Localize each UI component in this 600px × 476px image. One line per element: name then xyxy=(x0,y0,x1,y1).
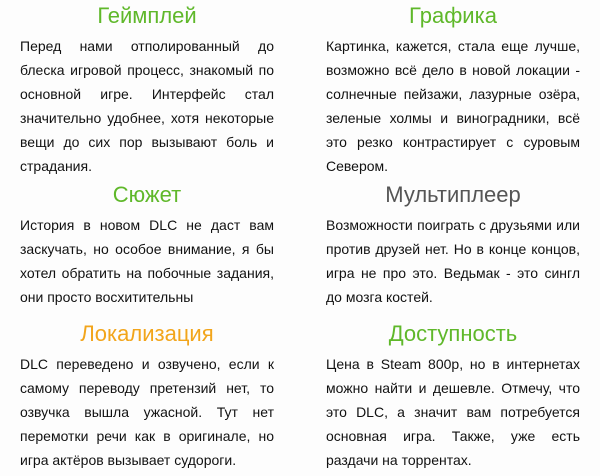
story-section xyxy=(20,181,274,309)
multiplayer-heading: Мультиплеер xyxy=(385,182,521,207)
localization-heading: Локализация xyxy=(80,321,214,346)
story-heading: Сюжет xyxy=(112,182,182,207)
graphics-text: Картинка, кажется, стала еще лучше, возможно всё дело в новой локации - солнечные пейзажи, лазурные озёра, зеленые холмы и виноградники, всё это резко контрастирует с суровым Севером. xyxy=(326,38,580,174)
multiplayer-text: Возможности поиграть с друзьями или против друзей нет. Но в конце концов, игра не про это. Ведьмак - это сингл до мозга костей. xyxy=(326,217,580,305)
multiplayer-section xyxy=(326,181,580,309)
localization-section xyxy=(20,320,274,472)
gameplay-section xyxy=(20,2,274,178)
availability-text: Цена в Steam 800р, но в интернетах можно найти и дешевле. Отмечу, что это DLC, а значит вам потребуется основная игра. Также, уже есть раздачи на торрентах. xyxy=(326,356,580,468)
gameplay-text: Перед нами отполированный до блеска игровой процесс, знакомый по основной игре. Интерфейс стал значительно удобнее, хотя некоторые вещи до сих пор вызывают боль и страдания. xyxy=(20,38,274,174)
gameplay-heading: Геймплей xyxy=(97,3,197,28)
localization-text: DLC переведено и озвучено, если к самому переводу претензий нет, то озвучка вышла ужасной. Тут нет перемотки речи как в оригинале, но игра актёров вызывает судороги. xyxy=(20,356,274,468)
availability-section xyxy=(326,320,580,472)
availability-heading: Доступность xyxy=(388,321,518,346)
graphics-section xyxy=(326,2,580,178)
graphics-heading: Графика xyxy=(409,3,497,28)
story-text: История в новом DLC не даст вам заскучать, но особое внимание, я бы хотел обратить на побочные задания, они просто восхитительны xyxy=(20,217,274,305)
